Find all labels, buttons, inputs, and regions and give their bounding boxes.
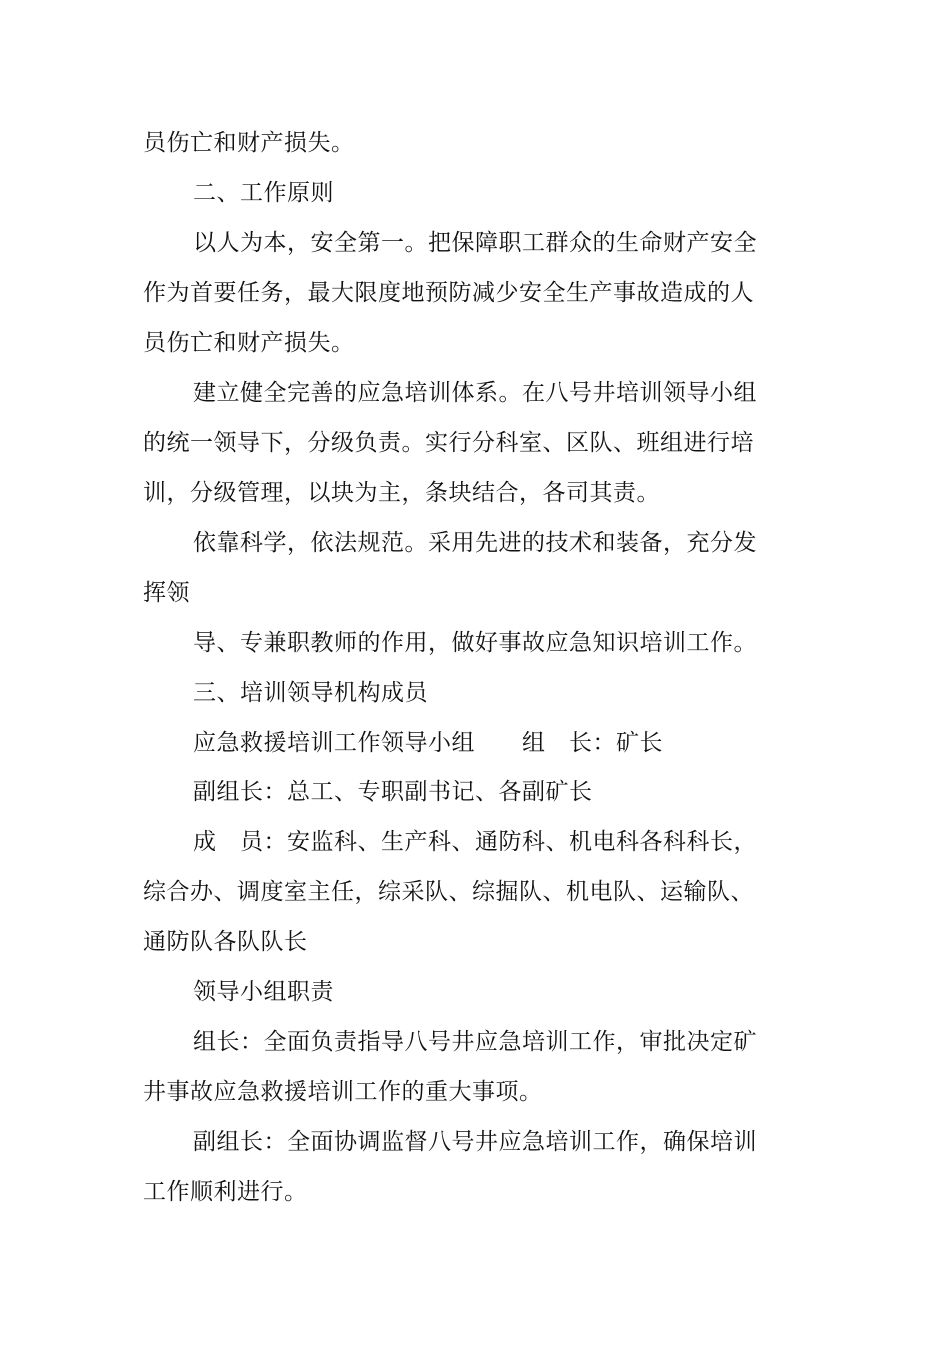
section-heading: 三、培训领导机构成员: [193, 680, 428, 706]
paragraph-line: 副组长：全面协调监督八号井应急培训工作，确保培训: [193, 1129, 757, 1155]
paragraph-line: 应急救援培训工作领导小组 组 长：矿长: [193, 730, 663, 756]
paragraph-line: 依靠科学，依法规范。采用先进的技术和装备，充分发: [193, 530, 757, 556]
paragraph-line: 组长：全面负责指导八号井应急培训工作，审批决定矿: [193, 1029, 757, 1055]
section-heading: 二、工作原则: [193, 180, 334, 206]
paragraph-line: 综合办、调度室主任，综采队、综掘队、机电队、运输队、: [143, 879, 754, 905]
paragraph-line: 副组长：总工、专职副书记、各副矿长: [193, 779, 593, 805]
paragraph-line: 挥领: [143, 580, 190, 606]
paragraph-line: 井事故应急救援培训工作的重大事项。: [143, 1079, 543, 1105]
paragraph-line: 的统一领导下，分级负责。实行分科室、区队、班组进行培: [143, 430, 754, 456]
paragraph-line: 建立健全完善的应急培训体系。在八号井培训领导小组: [193, 380, 757, 406]
paragraph-line: 通防队各队队长: [143, 929, 308, 955]
paragraph-line: 训，分级管理，以块为主，条块结合，各司其责。: [143, 480, 660, 506]
paragraph-line: 领导小组职责: [193, 979, 334, 1005]
paragraph-line: 员伤亡和财产损失。: [143, 330, 355, 356]
paragraph-line: 工作顺利进行。: [143, 1179, 308, 1205]
paragraph-line: 员伤亡和财产损失。: [143, 130, 355, 156]
paragraph-line: 作为首要任务，最大限度地预防减少安全生产事故造成的人: [143, 280, 754, 306]
paragraph-line: 成 员：安监科、生产科、通防科、机电科各科科长，: [193, 829, 757, 855]
paragraph-line: 以人为本，安全第一。把保障职工群众的生命财产安全: [193, 230, 757, 256]
paragraph-line: 导、专兼职教师的作用，做好事故应急知识培训工作。: [193, 630, 757, 656]
